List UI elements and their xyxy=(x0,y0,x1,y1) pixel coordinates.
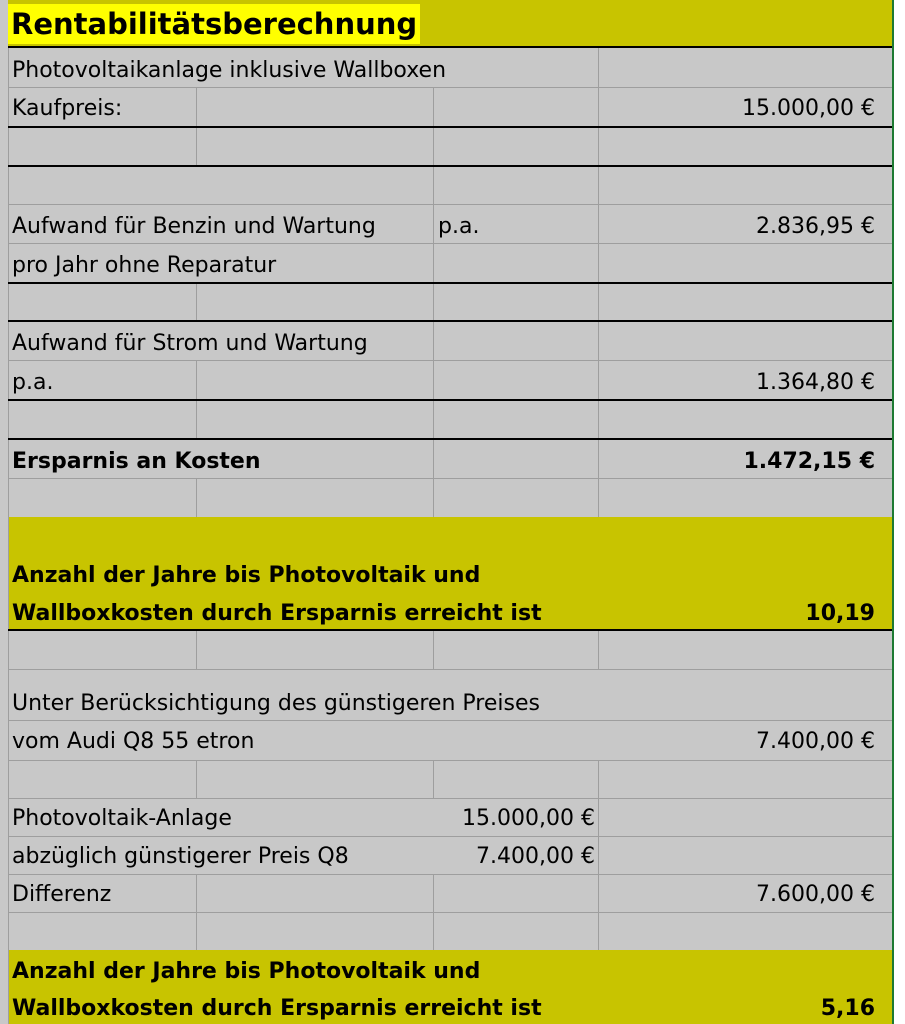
gridline-col-b xyxy=(196,760,197,798)
gridline-col-b xyxy=(196,478,197,517)
gridline-row xyxy=(8,836,892,837)
gridline-col-c xyxy=(433,88,434,126)
border-strom-top xyxy=(8,320,892,322)
gridline-row xyxy=(8,87,892,88)
ersparnis-value: 1.472,15 € xyxy=(743,449,875,474)
gridline-col-d xyxy=(598,401,599,438)
kaufpreis-label: Kaufpreis: xyxy=(12,96,123,121)
gridline-col-b xyxy=(196,128,197,165)
strom-value: 1.364,80 € xyxy=(756,370,875,395)
gridline-col-b xyxy=(196,401,197,438)
strom-label: Aufwand für Strom und Wartung xyxy=(12,331,368,356)
page-title: Rentabilitätsberechnung xyxy=(8,4,420,44)
abzug-value: 7.400,00 € xyxy=(476,844,595,869)
gridline-col-c xyxy=(433,760,434,798)
gridline-row xyxy=(8,874,892,875)
unter-label: Unter Berücksichtigung des günstigeren Preises xyxy=(12,691,540,716)
gridline-row xyxy=(8,478,892,479)
jahre-q8-label: Anzahl der Jahre bis Photovoltaik und xyxy=(12,959,481,984)
jahre-q8-label-line2: Wallboxkosten durch Ersparnis erreicht ist xyxy=(12,996,542,1021)
selection-edge xyxy=(892,0,894,1024)
border-kaufpreis-bottom xyxy=(8,126,892,128)
border-ersparnis-top xyxy=(8,438,892,440)
gridline-col-c xyxy=(433,167,434,282)
unter-value: 7.400,00 € xyxy=(756,729,875,754)
border-title-bottom xyxy=(8,46,892,48)
pv-value: 15.000,00 € xyxy=(462,806,595,831)
differenz-value: 7.600,00 € xyxy=(756,882,875,907)
gridline-col-c xyxy=(433,284,434,320)
border-strom-bottom xyxy=(8,399,892,401)
gridline-row xyxy=(8,912,892,913)
differenz-label: Differenz xyxy=(12,882,112,907)
gridline-row xyxy=(8,243,892,244)
gridline-col-d xyxy=(598,631,599,669)
gridline-col-c xyxy=(433,128,434,165)
border-benzin-top xyxy=(8,165,892,167)
jahre-value: 10,19 xyxy=(805,601,875,626)
unter-label-line2: vom Audi Q8 55 etron xyxy=(12,729,255,754)
benzin-label-line2: pro Jahr ohne Reparatur xyxy=(12,253,277,278)
benzin-label: Aufwand für Benzin und Wartung xyxy=(12,214,376,239)
border-jahre-bottom xyxy=(8,629,892,631)
gridline-col-d xyxy=(598,128,599,165)
benzin-value: 2.836,95 € xyxy=(756,214,875,239)
gridline-row xyxy=(8,760,892,761)
benzin-unit: p.a. xyxy=(438,214,480,239)
gridline-row xyxy=(8,720,892,721)
abzug-label: abzüglich günstigerer Preis Q8 xyxy=(12,844,349,869)
pv-label: Photovoltaik-Anlage xyxy=(12,806,232,831)
gridline-row xyxy=(8,360,892,361)
gridline-col-c xyxy=(433,401,434,438)
gridline-row xyxy=(8,204,892,205)
border-benzin-bottom xyxy=(8,282,892,284)
strom-unit: p.a. xyxy=(12,370,54,395)
gridline-col-b xyxy=(196,284,197,320)
anlage-label: Photovoltaikanlage inklusive Wallboxen xyxy=(12,58,447,83)
gridline-col-b xyxy=(196,361,197,399)
gridline-col-c xyxy=(433,631,434,669)
gridline-row xyxy=(8,798,892,799)
ersparnis-label: Ersparnis an Kosten xyxy=(12,449,261,474)
gridline-col-d xyxy=(598,284,599,320)
gridline-col-d xyxy=(598,760,599,950)
gridline-row xyxy=(8,669,892,670)
gridline-col-b xyxy=(196,88,197,126)
gridline-col-a-left xyxy=(8,46,9,1024)
jahre-q8-value: 5,16 xyxy=(820,996,875,1021)
gridline-col-d xyxy=(598,167,599,282)
jahre-label-line2: Wallboxkosten durch Ersparnis erreicht ist xyxy=(12,601,542,626)
kaufpreis-value: 15.000,00 € xyxy=(742,96,875,121)
gridline-col-b xyxy=(196,631,197,669)
jahre-label: Anzahl der Jahre bis Photovoltaik und xyxy=(12,563,481,588)
